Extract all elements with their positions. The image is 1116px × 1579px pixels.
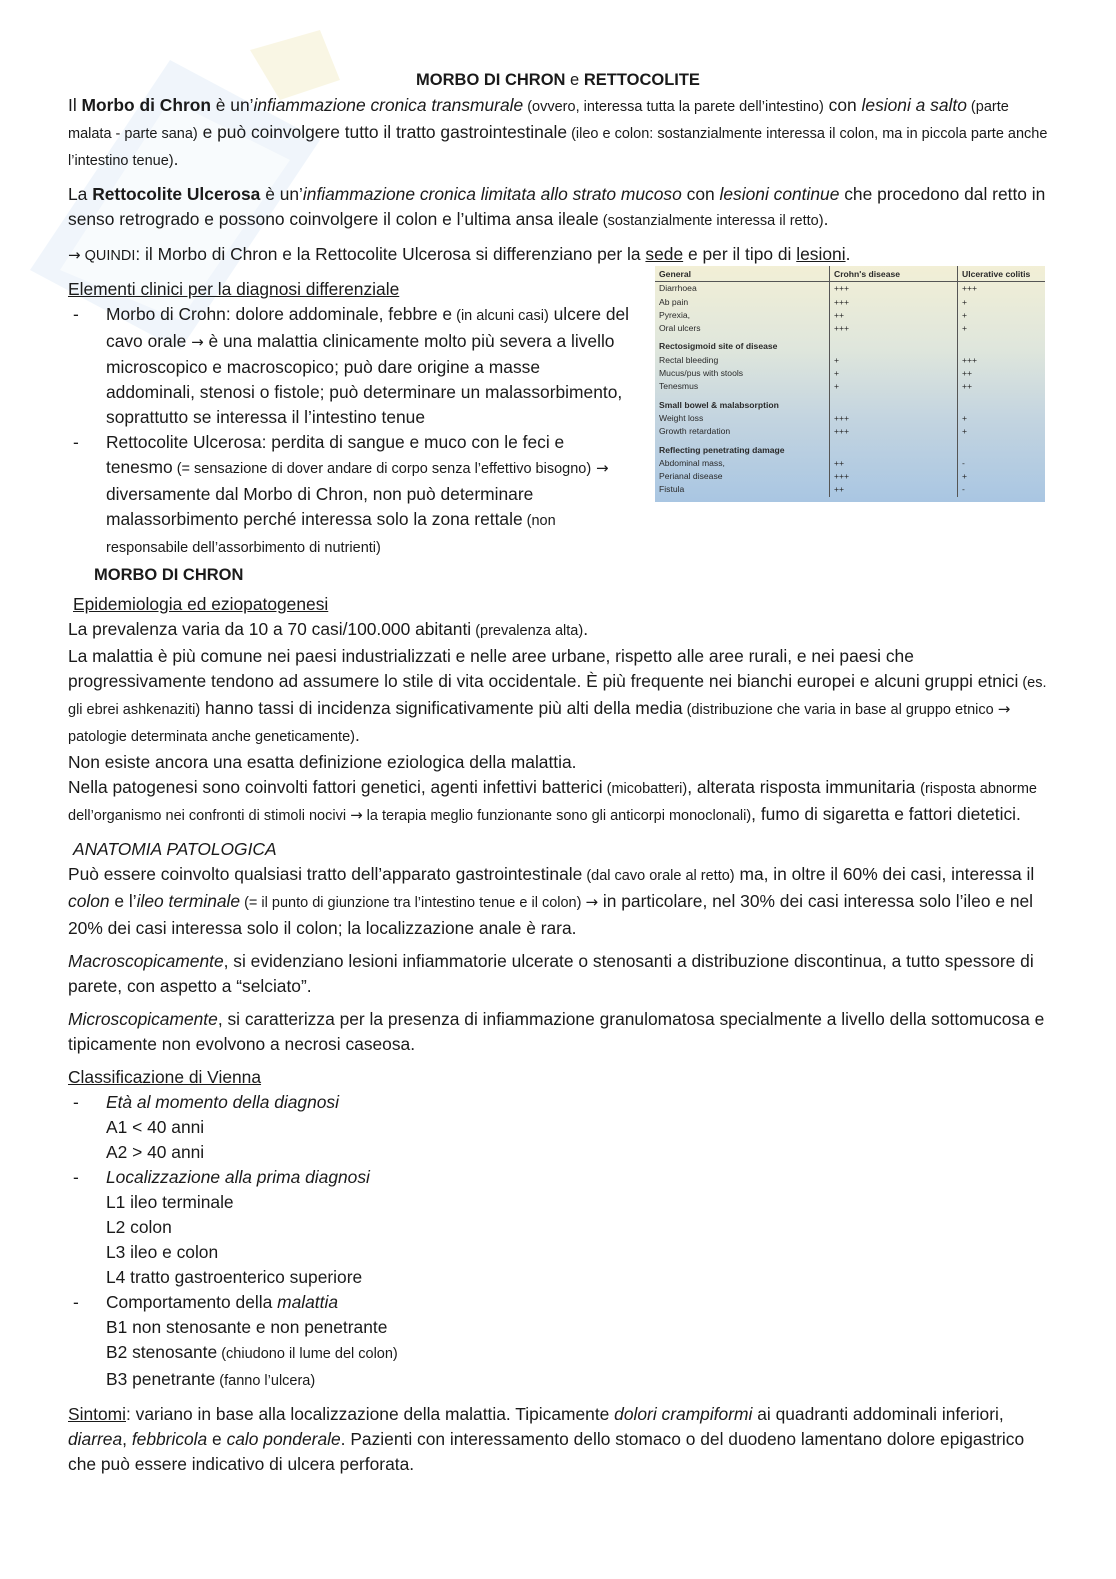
table-cell: Oral ulcers [655, 322, 830, 335]
table-cell: ++ [962, 381, 973, 392]
table-row [655, 367, 1045, 380]
arrow-right-icon: → [350, 806, 363, 824]
table-cell: Abdominal mass, [655, 457, 830, 470]
table-cell: + [962, 323, 968, 334]
vienna-heading: Classificazione di Vienna [68, 1067, 262, 1087]
epidemiology-line: La prevalenza varia da 10 a 70 casi/100.000 abitanti (prevalenza alta). [68, 619, 589, 639]
document-body [68, 68, 1048, 1485]
table-cell: Rectosigmoid site of disease [655, 335, 830, 353]
list-item: L4 tratto gastroenterico superiore [106, 1267, 363, 1287]
list-item: A1 < 40 anni [106, 1117, 205, 1137]
table-row [655, 322, 1045, 335]
table-cell: - [962, 484, 965, 495]
table-row [655, 296, 1045, 309]
table-cell: ++ [830, 309, 958, 322]
list-item: - Rettocolite Ulcerosa: perdita di sangue e muco con le feci e tenesmo (= sensazione di dover andare di corpo senza l’effettivo bisogno) → diversamente dal Morbo di Chron, non può determinare malassorbimento perché interessa solo la zona rettale (non responsabile dell’assorbimento di nutrienti) [73, 432, 609, 556]
table-cell [958, 335, 1046, 353]
rettocolite-definition-paragraph: La Rettocolite Ulcerosa è un’infiammazione cronica limitata allo strato mucoso con lesioni continue che procedono dal retto in senso retrogrado e possono coinvolgere il colon e l’ultima ansa ileale (sostanzialmente interessa il retto). [68, 184, 1046, 229]
table-cell: Rectal bleeding [655, 354, 830, 367]
table-cell: +++ [830, 425, 958, 438]
macroscopic-paragraph: Macroscopicamente, si evidenziano lesioni infiammatorie ulcerate o stenosanti a distribuzione discontinua, a tutto spessore di parete, con aspetto a “selciato”. [68, 951, 1034, 996]
list-item: B2 stenosante (chiudono il lume del colon) [106, 1342, 398, 1362]
table-row [655, 335, 1045, 353]
table-cell [958, 394, 1046, 412]
arrow-right-icon: → [68, 246, 81, 264]
table-cell: Diarrhoea [655, 282, 830, 296]
list-item: L3 ileo e colon [106, 1242, 219, 1262]
vienna-list [68, 1090, 1048, 1394]
chron-definition-paragraph: Il Morbo di Chron è un’infiammazione cronica transmurale (ovvero, interessa tutta la parete dell’intestino) con lesioni a salto (parte malata - parte sana) e può coinvolgere tutto il tratto gastrointestinale (ileo e colon: sostanzialmente interessa il colon, ma in piccola parte anche l’intestino tenue). [68, 95, 1048, 169]
sintomi-paragraph: Sintomi: variano in base alla localizzazione della malattia. Tipicamente dolori crampiformi ai quadranti addominali inferiori, diarrea, febbricola e calo ponderale. Pazienti con interessamento dello stomaco o del duodeno lamentano dolore epigastrico che può essere indicativo di ulcera perforata. [68, 1404, 1025, 1474]
section-title-chron: MORBO DI CHRON [94, 566, 244, 584]
table-cell: +++ [830, 470, 958, 483]
table-header-cell: Ulcerative colitis [958, 266, 1046, 282]
table-cell: + [962, 296, 968, 307]
table-header-cell: Crohn's disease [830, 266, 958, 282]
table-cell: + [830, 354, 958, 367]
table-cell: Fistula [655, 483, 830, 496]
table-cell: + [962, 426, 968, 437]
table-header-row [655, 266, 1045, 282]
arrow-right-icon: → [997, 700, 1011, 718]
table-row [655, 380, 1045, 393]
table-cell: ++ [962, 368, 973, 379]
table-cell: +++ [962, 283, 978, 294]
table-cell: Tenesmus [655, 380, 830, 393]
table-cell [958, 439, 1046, 457]
list-item: L1 ileo terminale [106, 1192, 234, 1212]
clinical-list [68, 302, 633, 561]
epidemiology-line: La malattia è più comune nei paesi industrializzati e nelle aree urbane, rispetto alle aree rurali, e nei paesi che progressivamente tendono ad assumere lo stile di vita occidentale. È più frequente nei bianchi europei e alcuni gruppi etnici (es. gli ebrei ashkenaziti) hanno tassi di incidenza significativamente più alti della media (distribuzione che varia in base al gruppo etnico → patologie determinata anche geneticamente). [68, 646, 1047, 745]
table-cell: +++ [830, 322, 958, 335]
list-item: B1 non stenosante e non penetrante [106, 1317, 388, 1337]
arrow-right-icon: → [191, 333, 204, 351]
epidemiology-heading: Epidemiologia ed eziopatogenesi [73, 594, 329, 614]
list-item: - Età al momento della diagnosi [73, 1092, 339, 1112]
table-row [655, 425, 1045, 438]
microscopic-paragraph: Microscopicamente, si caratterizza per la presenza di infiammazione granulomatosa specialmente a livello della sottomucosa e tipicamente non evolvono a necrosi caseosa. [68, 1009, 1045, 1054]
table-row [655, 412, 1045, 425]
table-header-cell: General [655, 266, 830, 282]
clinical-section [68, 269, 1048, 561]
table-cell: Mucus/pus with stools [655, 367, 830, 380]
table-cell [830, 335, 958, 353]
quindi-paragraph: → QUINDI: il Morbo di Chron e la Rettocolite Ulcerosa si differenziano per la sede e per il tipo di lesioni. [68, 244, 851, 264]
table-row [655, 457, 1045, 470]
table-cell: Small bowel & malabsorption [655, 394, 830, 412]
table-cell: + [962, 412, 968, 423]
comparison-table [655, 266, 1045, 497]
table-row [655, 354, 1045, 367]
table-row [655, 483, 1045, 496]
table-cell: + [830, 380, 958, 393]
table-row [655, 394, 1045, 412]
anatomy-paragraph: Può essere coinvolto qualsiasi tratto dell’apparato gastrointestinale (dal cavo orale al retto) ma, in oltre il 60% dei casi, interessa il colon e l’ileo terminale (= il punto di giunzione tra l’intestino tenue e il colon) → in particolare, nel 30% dei casi interessa solo l’ileo e nel 20% dei casi interessa solo il colon; la localizzazione anale è rara. [68, 864, 1035, 938]
list-item: - Morbo di Crohn: dolore addominale, febbre e (in alcuni casi) ulcere del cavo orale → è una malattia clinicamente molto più severa a livello microscopico e macroscopico; può dare origine a masse addominali, stenosi o fistole; può determinare un malassorbimento, soprattutto se interessa il l’intestino tenue [73, 304, 630, 427]
epidemiology-line: Non esiste ancora una esatta definizione eziologica della malattia. [68, 752, 577, 772]
epidemiology-line: Nella patogenesi sono coinvolti fattori genetici, agenti infettivi batterici (micobatteri), alterata risposta immunitaria (risposta abnorme dell’organismo nei confronti di stimoli nocivi → la terapia meglio funzionante sono gli anticorpi monoclonali), fumo di sigaretta e fattori dietetici. [68, 777, 1037, 824]
anatomy-heading: ANATOMIA PATOLOGICA [73, 839, 277, 859]
table-cell: Growth retardation [655, 425, 830, 438]
table-cell [830, 394, 958, 412]
comparison-table-image [655, 266, 1045, 502]
table-cell: Reflecting penetrating damage [655, 439, 830, 457]
table-cell: + [962, 309, 968, 320]
table-row [655, 439, 1045, 457]
arrow-right-icon: → [596, 459, 609, 477]
clinical-elements [68, 277, 633, 561]
clinical-heading: Elementi clinici per la diagnosi differenziale [68, 279, 400, 299]
table-cell: Pyrexia, [655, 309, 830, 322]
table-cell: - [962, 457, 965, 468]
table-cell: +++ [830, 412, 958, 425]
table-cell: +++ [830, 296, 958, 309]
table-cell: ++ [830, 483, 958, 496]
table-cell: Weight loss [655, 412, 830, 425]
table-cell: Ab pain [655, 296, 830, 309]
document-title: MORBO DI CHRON e RETTOCOLITE [416, 71, 700, 89]
list-item: A2 > 40 anni [106, 1142, 205, 1162]
table-cell: + [830, 367, 958, 380]
table-cell: ++ [830, 457, 958, 470]
list-item: B3 penetrante (fanno l’ulcera) [106, 1369, 316, 1389]
arrow-right-icon: → [585, 893, 599, 911]
table-row [655, 282, 1045, 296]
list-item: L2 colon [106, 1217, 172, 1237]
list-item: - Localizzazione alla prima diagnosi [73, 1167, 370, 1187]
list-item: - Comportamento della malattia [73, 1292, 339, 1312]
table-row [655, 309, 1045, 322]
table-row [655, 470, 1045, 483]
table-cell [830, 439, 958, 457]
table-cell: +++ [962, 354, 978, 365]
table-cell: + [962, 471, 968, 482]
table-cell: Perianal disease [655, 470, 830, 483]
table-cell: +++ [830, 282, 958, 296]
